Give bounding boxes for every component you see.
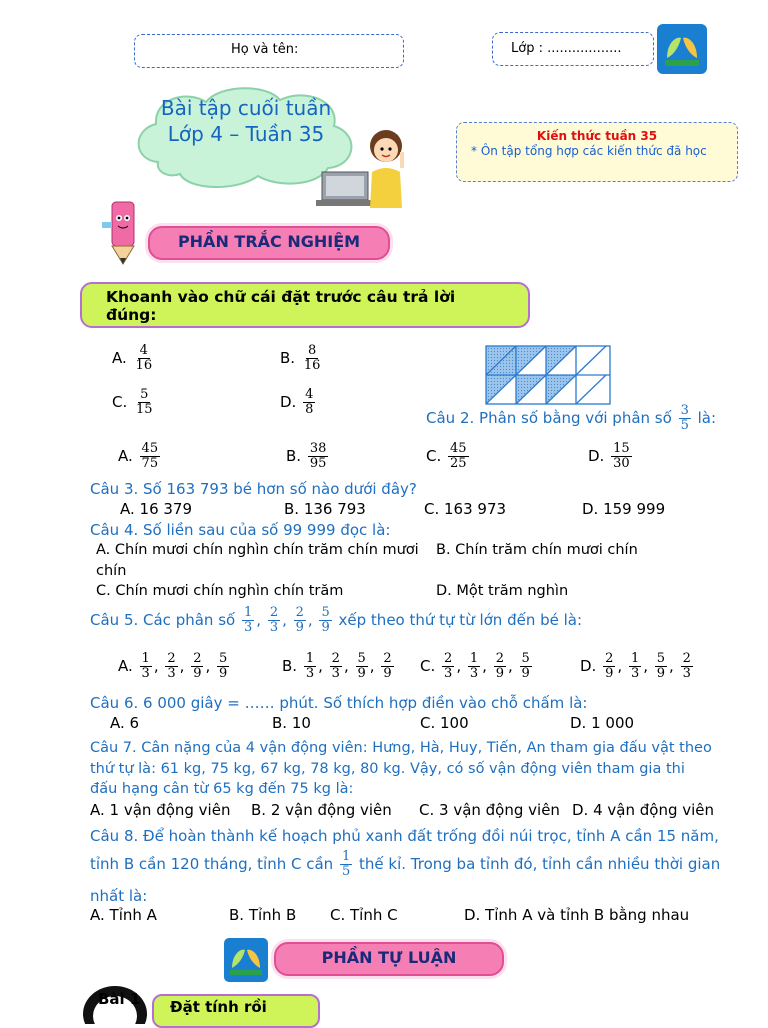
class-box: [492, 32, 654, 66]
title-line2: Lớp 4 – Tuần 35: [167, 122, 325, 146]
title-line1: Bài tập cuối tuần: [160, 96, 332, 120]
name-box: [134, 34, 404, 68]
q6-option-b[interactable]: B. 10: [272, 714, 311, 732]
q4-question: Câu 4. Số liền sau của số 99 999 đọc là:: [90, 521, 391, 539]
q7-option-d[interactable]: D. 4 vận động viên: [572, 801, 715, 819]
fraction: $\frac{4}{8}$: [305, 387, 314, 417]
q6-question: Câu 6. 6 000 giây = …… phút. Số thích hợp điền vào chỗ chấm là:: [90, 694, 588, 712]
exercise-1-banner: [152, 994, 320, 1028]
knowledge-title: Kiến thức tuần 35: [536, 129, 658, 143]
q1-option-c[interactable]: [112, 388, 157, 417]
q5-option-c[interactable]: C. $\frac{2}{3}$ , $\frac{1}{3}$ , $\frac{2}{9}$ , $\frac{5}{9}$: [420, 651, 530, 681]
section-multiple-choice-banner: [148, 226, 390, 260]
q2-option-c[interactable]: C. $\frac{45}{25}$: [426, 441, 467, 471]
q2-question: Câu 2. Phân số bằng với phân số $\frac{3}{5}$ là:: [426, 403, 717, 433]
q5-question: Câu 5. Các phân số $\frac{1}{3}$ , $\frac{2}{3}$ , $\frac{2}{9}$ , $\frac{5}{9}$ xếp theo thứ tự từ lớn đến bé là:: [90, 605, 583, 635]
q7-question-line3: đấu hạng cân từ 65 kg đến 75 kg là:: [90, 781, 354, 797]
option-letter: A.: [112, 349, 127, 367]
q7-option-b[interactable]: B. 2 vận động viên: [251, 801, 392, 819]
q3-option-a[interactable]: A. 16 379: [120, 500, 193, 518]
q5-option-a[interactable]: A. $\frac{1}{3}$ , $\frac{2}{3}$ , $\frac{2}{9}$ , $\frac{5}{9}$: [118, 651, 228, 681]
exercise-1-text: Đặt tính rồi: [170, 998, 267, 1016]
q7-question-line2: thứ tự là: 61 kg, 75 kg, 67 kg, 78 kg, 80 kg. Vậy, có số vận động viên tham gia thi: [90, 761, 685, 777]
q8-question-line2: tỉnh B cần 120 tháng, tỉnh C cần $\frac{1}{5}$ thế kỉ. Trong ba tỉnh đó, tỉnh cần nhiều thời gian: [90, 849, 721, 879]
q8-option-d[interactable]: D. Tỉnh A và tỉnh B bằng nhau: [464, 906, 690, 924]
name-label: Họ và tên:: [231, 42, 299, 57]
instruction-text: Khoanh vào chữ cái đặt trước câu trả lời đúng:: [106, 288, 456, 324]
q1-option-b[interactable]: [280, 344, 324, 373]
q7-option-a[interactable]: A. 1 vận động viên: [90, 801, 231, 819]
q2-option-d[interactable]: D. $\frac{15}{30}$: [588, 441, 630, 471]
option-letter: D.: [280, 393, 297, 411]
fraction: $\frac{8}{16}$: [303, 343, 321, 373]
q8-option-a[interactable]: A. Tỉnh A: [90, 906, 157, 924]
section-essay-title: PHẦN TỰ LUẬN: [321, 948, 457, 967]
q2-option-b[interactable]: B. $\frac{38}{95}$: [286, 441, 327, 471]
q8-option-b[interactable]: B. Tỉnh B: [229, 906, 297, 924]
q3-option-d[interactable]: D. 159 999: [582, 500, 666, 518]
fraction: $\frac{4}{16}$: [135, 343, 153, 373]
fraction: $\frac{5}{15}$: [136, 387, 153, 417]
shaded-grid-figure: [484, 344, 614, 406]
q1-option-d[interactable]: [280, 388, 317, 417]
q4-option-a[interactable]: A. Chín mươi chín nghìn chín trăm chín mươi: [96, 542, 419, 558]
exercise-1-label: Bài 1: [98, 990, 141, 1008]
q7-option-c[interactable]: C. 3 vận động viên: [419, 801, 560, 819]
option-letter: B.: [280, 349, 296, 367]
q4-option-b[interactable]: B. Chín trăm chín mươi chín: [436, 542, 638, 558]
publisher-logo-icon: [657, 24, 707, 74]
q6-option-c[interactable]: C. 100: [420, 714, 469, 732]
q3-option-b[interactable]: B. 136 793: [284, 500, 366, 518]
q4-option-c[interactable]: C. Chín mươi chín nghìn chín trăm: [96, 583, 344, 599]
class-label: Lớp : ..................: [511, 41, 622, 56]
q4-option-a-continued: chín: [96, 563, 127, 579]
q5-option-b[interactable]: B. $\frac{1}{3}$ , $\frac{2}{3}$ , $\frac{5}{9}$ , $\frac{2}{9}$: [282, 651, 392, 681]
teacher-illustration: [316, 124, 416, 208]
q3-question: Câu 3. Số 163 793 bé hơn số nào dưới đây?: [90, 480, 417, 498]
q2-option-a[interactable]: A. $\frac{45}{75}$: [118, 441, 159, 471]
publisher-logo-small-icon: [224, 938, 268, 982]
q7-question-line1: Câu 7. Cân nặng của 4 vận động viên: Hưng, Hà, Huy, Tiến, An tham gia đấu vật theo: [90, 740, 712, 756]
knowledge-text: * Ôn tập tổng hợp các kiến thức đã học: [471, 144, 707, 158]
q8-option-c[interactable]: C. Tỉnh C: [330, 906, 398, 924]
knowledge-box: [456, 122, 738, 182]
instruction-banner: [80, 282, 530, 328]
q4-option-d[interactable]: D. Một trăm nghìn: [436, 583, 569, 599]
q8-question-line1: Câu 8. Để hoàn thành kế hoạch phủ xanh đất trống đồi núi trọc, tỉnh A cần 15 năm,: [90, 827, 719, 845]
q3-option-c[interactable]: C. 163 973: [424, 500, 507, 518]
pencil-mascot-icon: [100, 196, 144, 266]
q5-option-d[interactable]: D. $\frac{2}{9}$ , $\frac{1}{3}$ , $\frac{5}{9}$ , $\frac{2}{3}$: [580, 651, 691, 681]
section-multiple-choice-title: PHẦN TRẮC NGHIỆM: [177, 232, 361, 251]
section-essay-banner: [274, 942, 504, 976]
q6-option-d[interactable]: D. 1 000: [570, 714, 635, 732]
q1-option-a[interactable]: [112, 344, 156, 373]
q6-option-a[interactable]: A. 6: [110, 714, 140, 732]
q8-question-line3: nhất là:: [90, 887, 148, 905]
option-letter: C.: [112, 393, 128, 411]
